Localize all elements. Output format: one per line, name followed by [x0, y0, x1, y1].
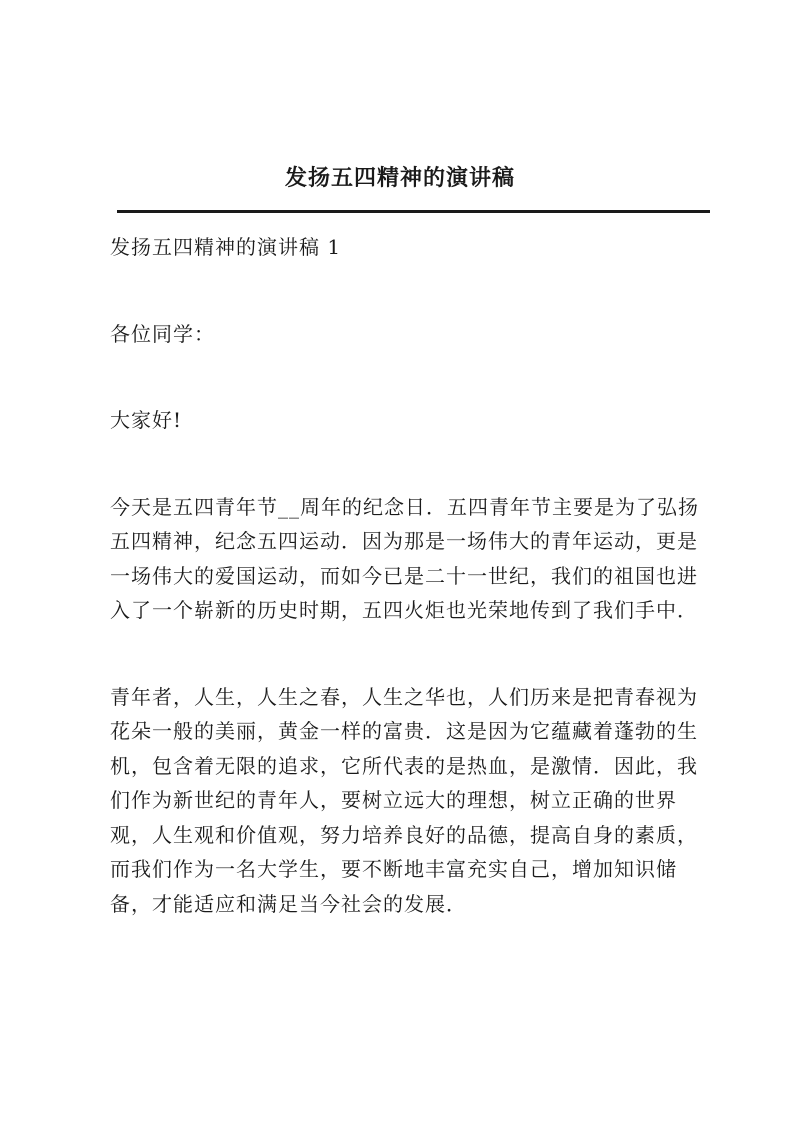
- paragraph-2: [110, 680, 710, 922]
- paragraph-2-line: 们作为新世纪的青年人，要树立远大的理想，树立正确的世界: [110, 788, 677, 812]
- paragraph-1: [110, 490, 710, 628]
- paragraph-1-line: 今天是五四青年节__周年的纪念日．五四青年节主要是为了弘扬: [110, 494, 699, 519]
- paragraph-2-line: 观，人生观和价值观，努力培养良好的品德，提高自身的素质，: [110, 822, 698, 847]
- document-body: [110, 230, 710, 921]
- document-subtitle: 发扬五四精神的演讲稿 1: [110, 235, 342, 259]
- paragraph-1-line: 一场伟大的爱国运动，而如今已是二十一世纪，我们的祖国也进: [110, 563, 698, 588]
- paragraph-2-line: 青年者，人生，人生之春，人生之华也，人们历来是把青春视为: [110, 684, 698, 709]
- title-divider: [117, 210, 710, 213]
- paragraph-2-line: 机，包含着无限的追求，它所代表的是热血，是激情．因此，我: [110, 753, 698, 778]
- paragraph-2-line: 花朵一般的美丽，黄金一样的富贵．这是因为它蕴藏着蓬勃的生: [110, 719, 698, 743]
- paragraph-2-line: 而我们作为一名大学生，要不断地丰富充实自己，增加知识储: [110, 857, 677, 881]
- salutation: 各位同学：: [110, 321, 215, 346]
- greeting: 大家好!: [110, 408, 183, 432]
- paragraph-1-line: 入了一个崭新的历史时期，五四火炬也光荣地传到了我们手中．: [110, 598, 698, 622]
- document-title: 发扬五四精神的演讲稿: [284, 166, 515, 191]
- paragraph-1-line: 五四精神，纪念五四运动．因为那是一场伟大的青年运动，更是: [110, 529, 698, 553]
- paragraph-2-line: 备，才能适应和满足当今社会的发展．: [110, 891, 467, 916]
